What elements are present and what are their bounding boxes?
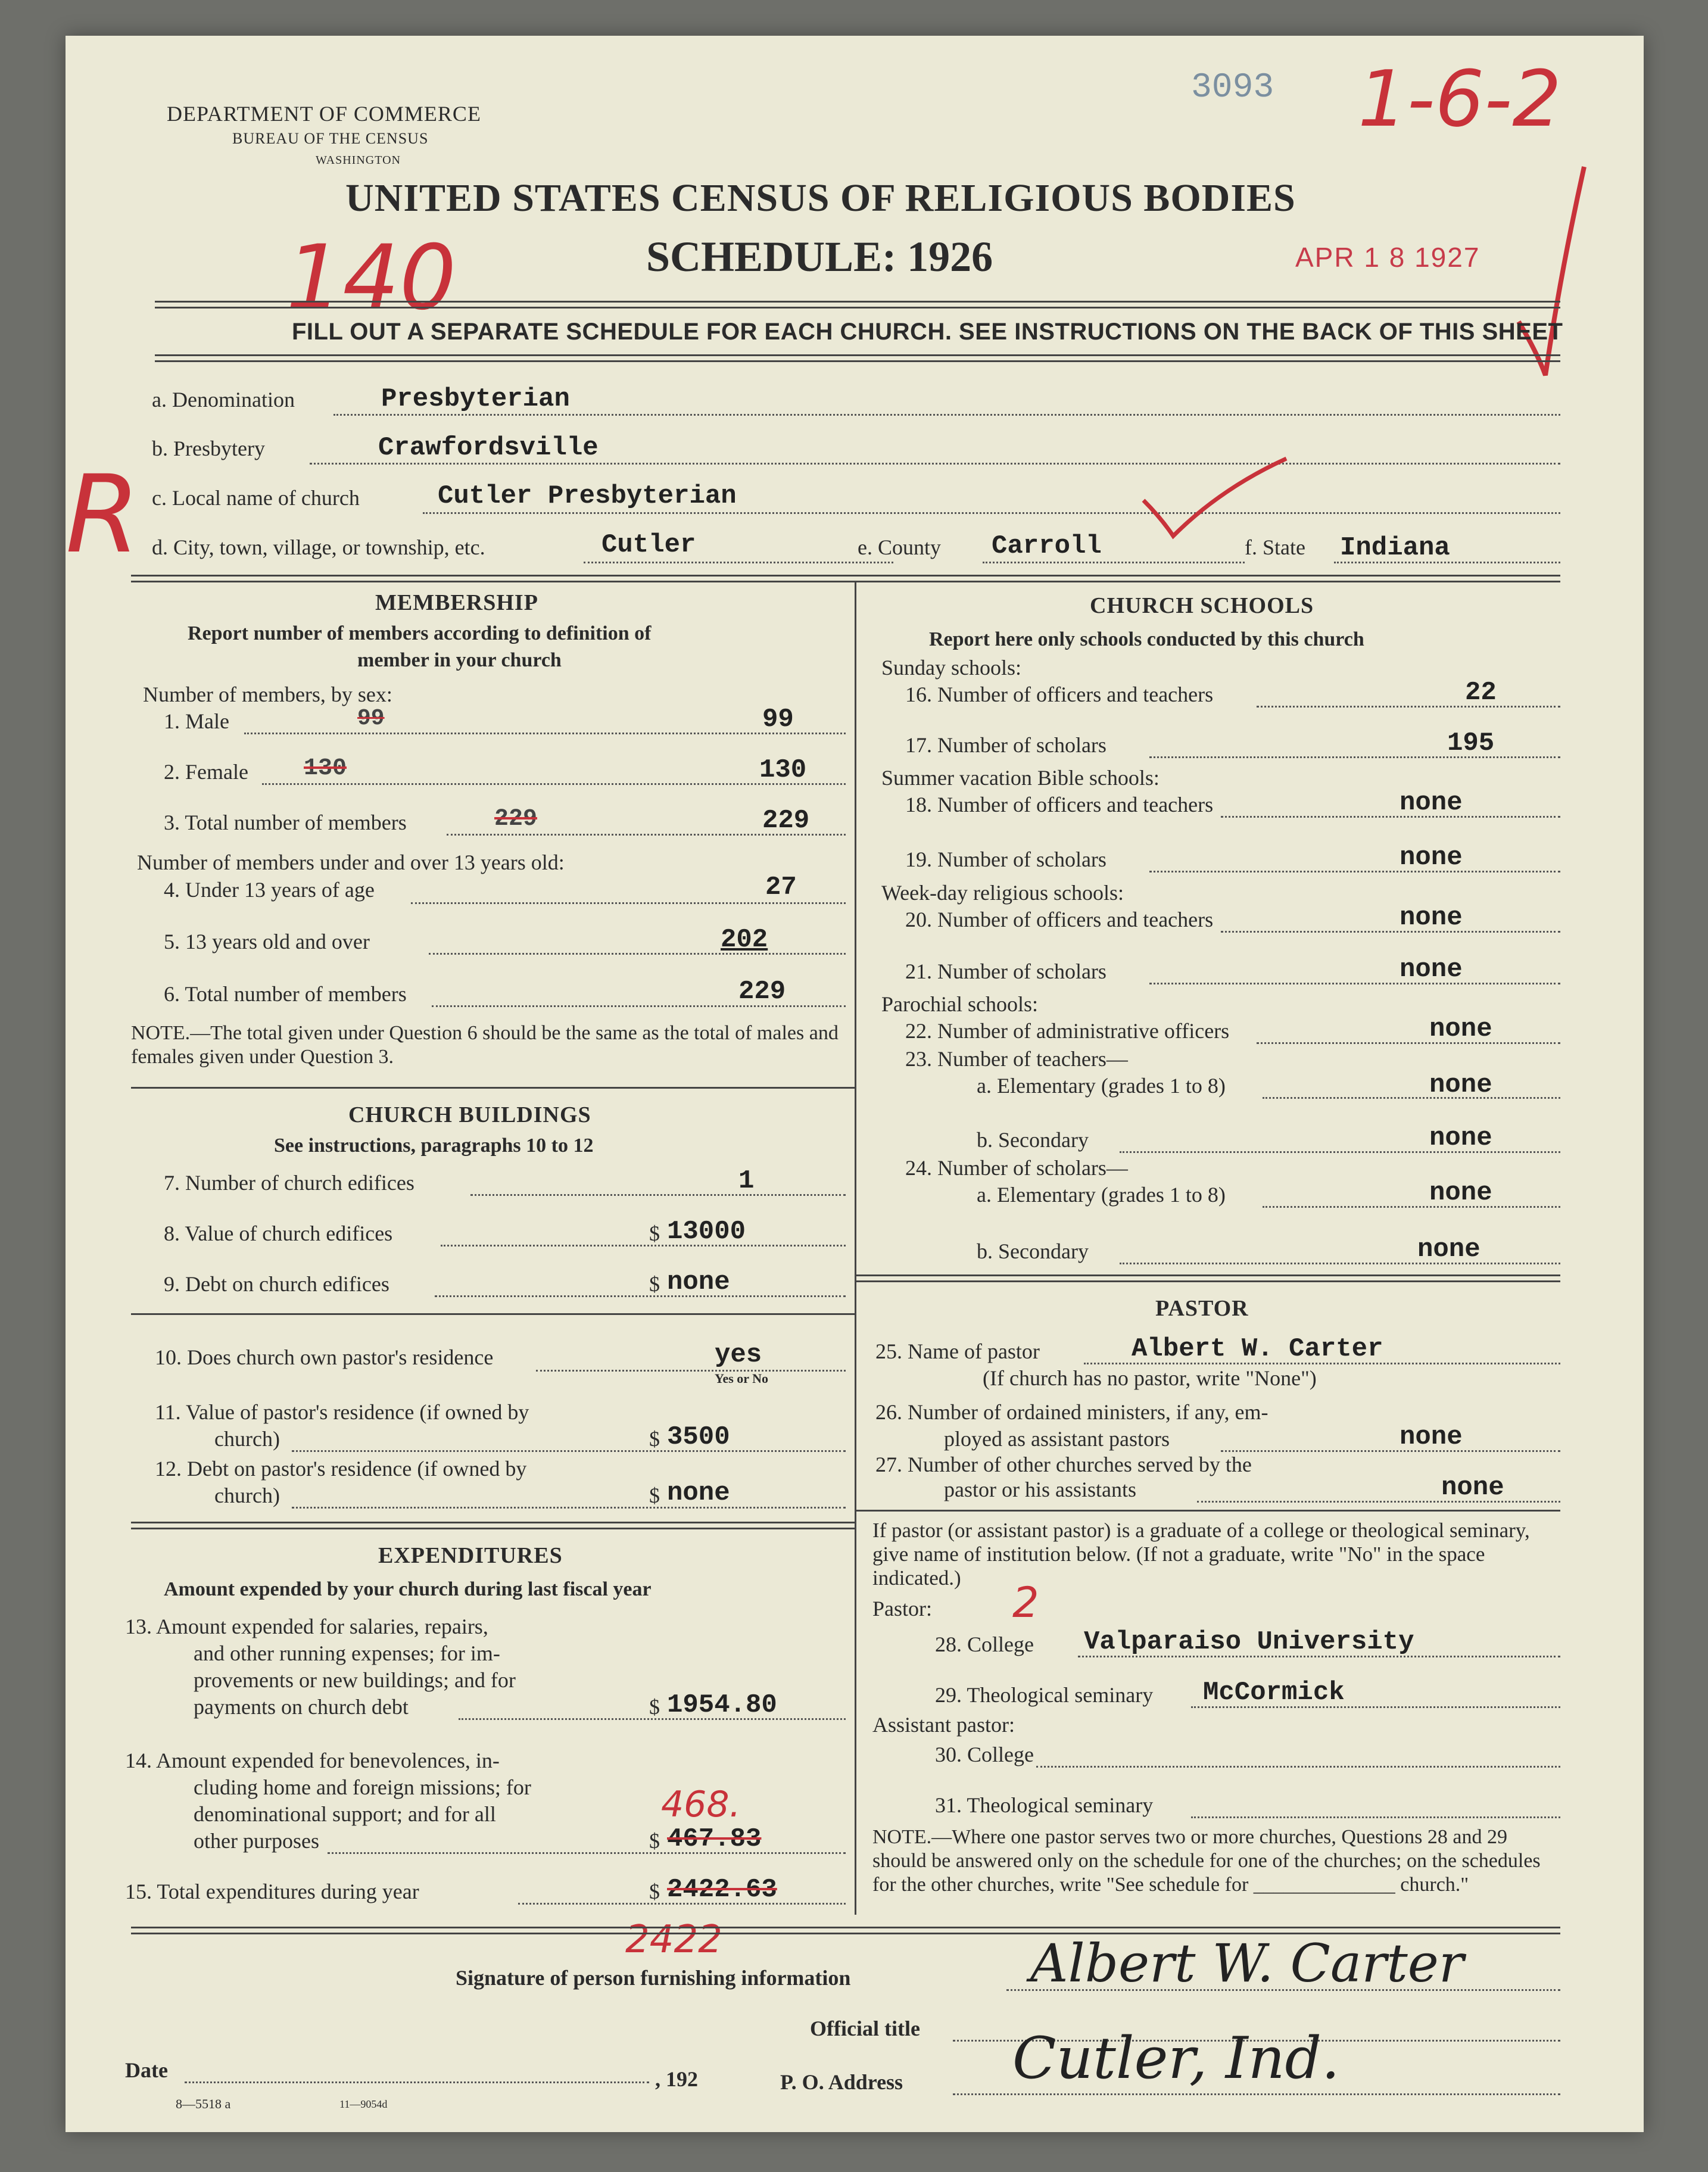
q27-label-line2: pastor or his assistants [944, 1478, 1136, 1501]
membership-sub1: Report number of members according to definition of [188, 622, 652, 644]
q27-label-line1: 27. Number of other churches served by the [875, 1453, 1252, 1476]
q10-hint: Yes or No [715, 1371, 769, 1386]
census-form [66, 36, 1644, 2132]
q14-label-line3: denominational support; and for all [194, 1802, 496, 1826]
local-name-label: c. Local name of church [152, 486, 360, 510]
denomination-value[interactable]: Presbyterian [381, 384, 570, 414]
q12-label-line1: 12. Debt on pastor's residence (if owned by [155, 1457, 527, 1481]
q27-value[interactable]: none [1441, 1473, 1504, 1503]
q13-label-line1: 13. Amount expended for salaries, repairs, [125, 1615, 488, 1638]
pastor-label: Pastor: [872, 1597, 933, 1621]
q5-label: 5. 13 years old and over [164, 930, 370, 953]
city-label: WASHINGTON [316, 154, 401, 167]
q11-label-line2: church) [214, 1427, 280, 1451]
q13-dollar: $ [649, 1695, 660, 1719]
red-check-mark [1513, 155, 1596, 393]
q14-label-line1: 14. Amount expended for benevolences, in- [125, 1749, 500, 1772]
expenditures-heading: EXPENDITURES [378, 1543, 563, 1568]
received-stamp: APR 1 8 1927 [1295, 242, 1481, 273]
date-label: Date [125, 2058, 168, 2082]
q26-label-line2: ployed as assistant pastors [944, 1427, 1170, 1451]
q17-label: 17. Number of scholars [905, 733, 1107, 757]
dept-label: DEPARTMENT OF COMMERCE [167, 102, 481, 126]
county-value[interactable]: Carroll [992, 531, 1102, 561]
schools-heading: CHURCH SCHOOLS [1090, 593, 1314, 618]
q23a-value[interactable]: none [1429, 1070, 1492, 1100]
q11-value[interactable]: 3500 [667, 1422, 730, 1452]
q20-value[interactable]: none [1400, 903, 1463, 933]
q12-value[interactable]: none [667, 1478, 730, 1508]
presbytery-label: b. Presbytery [152, 437, 265, 460]
q1-mid-value: 99 [357, 706, 385, 731]
pastor-red-mark: 2 [1012, 1578, 1039, 1627]
q24a-value[interactable]: none [1429, 1178, 1492, 1208]
parochial-label: Parochial schools: [881, 992, 1038, 1016]
city-value[interactable]: Cutler [601, 530, 696, 560]
q11-label-line1: 11. Value of pastor's residence (if owned by [155, 1400, 529, 1424]
q2-mid-value: 130 [304, 755, 347, 782]
summer-label: Summer vacation Bible schools: [881, 766, 1160, 790]
assistant-label: Assistant pastor: [872, 1713, 1015, 1737]
q13-label-line3: provements or new buildings; and for [194, 1668, 516, 1692]
graduate-note: If pastor (or assistant pastor) is a graduate of a college or theological seminary, give name of institution below. (If not a graduate, write "No" in the space indicated.) [872, 1519, 1530, 1590]
county-label: e. County [858, 535, 941, 559]
buildings-heading: CHURCH BUILDINGS [348, 1102, 591, 1127]
q16-label: 16. Number of officers and teachers [905, 683, 1214, 706]
q15-red-correction: 2422 [625, 1918, 722, 1962]
q17-value[interactable]: 195 [1447, 728, 1495, 758]
q26-label-line1: 26. Number of ordained ministers, if any, em- [875, 1400, 1268, 1424]
q24b-value[interactable]: none [1417, 1235, 1481, 1264]
q6-label: 6. Total number of members [164, 982, 407, 1006]
q31-label: 31. Theological seminary [935, 1793, 1154, 1817]
form-title: UNITED STATES CENSUS OF RELIGIOUS BODIES [345, 176, 1296, 220]
city-label-field: d. City, town, village, or township, etc. [152, 535, 485, 559]
q22-label: 22. Number of administrative officers [905, 1019, 1230, 1043]
q23a-label: a. Elementary (grades 1 to 8) [977, 1074, 1226, 1098]
q25-value[interactable]: Albert W. Carter [1132, 1334, 1383, 1364]
q3-label: 3. Total number of members [164, 811, 407, 834]
red-code-annotation: 1-6-2 [1358, 54, 1561, 144]
q24b-label: b. Secondary [977, 1239, 1089, 1263]
state-label: f. State [1245, 535, 1305, 559]
q21-value[interactable]: none [1400, 955, 1463, 984]
membership-note: NOTE.—The total given under Question 6 should be the same as the total of males and females given under Question 3. [131, 1022, 839, 1068]
q11-dollar: $ [649, 1427, 660, 1451]
pastor-heading: PASTOR [1155, 1296, 1249, 1321]
q1-label: 1. Male [164, 709, 229, 733]
q21-label: 21. Number of scholars [905, 959, 1107, 983]
weekday-label: Week-day religious schools: [881, 881, 1124, 905]
q16-value[interactable]: 22 [1465, 678, 1497, 708]
q6-value[interactable]: 229 [738, 977, 786, 1006]
denomination-label: a. Denomination [152, 388, 295, 412]
q10-value[interactable]: yes [715, 1340, 762, 1370]
q26-value[interactable]: none [1400, 1422, 1463, 1452]
q3-mid-value: 229 [494, 806, 538, 833]
q2-label: 2. Female [164, 760, 248, 784]
q28-label: 28. College [935, 1632, 1034, 1656]
q23-label: 23. Number of teachers— [905, 1047, 1128, 1071]
red-R-annotation: R [66, 453, 141, 577]
by-sex-label: Number of members, by sex: [143, 683, 392, 706]
q9-label: 9. Debt on church edifices [164, 1272, 389, 1296]
q12-dollar: $ [649, 1484, 660, 1507]
q3-value[interactable]: 229 [762, 806, 810, 836]
q28-value[interactable]: Valparaiso University [1084, 1627, 1414, 1657]
q22-value[interactable]: none [1429, 1014, 1492, 1044]
membership-heading: MEMBERSHIP [375, 590, 538, 615]
q18-value[interactable]: none [1400, 788, 1463, 818]
q15-dollar: $ [649, 1880, 660, 1903]
q23b-value[interactable]: none [1429, 1123, 1492, 1153]
q15-label: 15. Total expenditures during year [125, 1880, 419, 1903]
q7-label: 7. Number of church edifices [164, 1171, 414, 1195]
sunday-label: Sunday schools: [881, 656, 1022, 680]
file-number: 3093 [1191, 68, 1274, 107]
q4-value[interactable]: 27 [765, 872, 797, 902]
q12-label-line2: church) [214, 1484, 280, 1507]
q8-label: 8. Value of church edifices [164, 1221, 393, 1245]
q10-label: 10. Does church own pastor's residence [155, 1345, 494, 1369]
q24-label: 24. Number of scholars— [905, 1156, 1128, 1180]
q18-label: 18. Number of officers and teachers [905, 793, 1214, 817]
presbytery-value[interactable]: Crawfordsville [378, 433, 599, 463]
form-number-1: 8—5518 a [176, 2096, 231, 2111]
q14-value[interactable]: 467.83 [667, 1824, 762, 1854]
age-heading: Number of members under and over 13 years old: [137, 850, 565, 874]
pastor-note: NOTE.—Where one pastor serves two or more churches, Questions 28 and 29 should be answered only on the schedule for one of the churches; on the schedules for the other churches, write "See schedule for ______________ church." [872, 1826, 1541, 1896]
schedule-title: SCHEDULE: 1926 [646, 233, 993, 281]
red-number-annotation: 140 [286, 226, 457, 330]
q24a-label: a. Elementary (grades 1 to 8) [977, 1183, 1226, 1207]
membership-sub2: member in your church [357, 649, 562, 671]
form-number-2: 11—9054d [339, 2098, 388, 2110]
q9-value[interactable]: none [667, 1267, 730, 1297]
q1-value[interactable]: 99 [762, 705, 794, 734]
local-name-value[interactable]: Cutler Presbyterian [438, 481, 737, 511]
q13-label-line2: and other running expenses; for im- [194, 1641, 500, 1665]
bureau-label: BUREAU OF THE CENSUS [232, 130, 429, 147]
q25-label: 25. Name of pastor [875, 1339, 1040, 1363]
q14-label-line4: other purposes [194, 1829, 319, 1853]
signature-value[interactable]: Albert W. Carter [1030, 1933, 1464, 1994]
q29-label: 29. Theological seminary [935, 1683, 1154, 1707]
signature-label: Signature of person furnishing information [456, 1966, 851, 1990]
q8-value[interactable]: 13000 [667, 1217, 746, 1247]
q9-dollar: $ [649, 1272, 660, 1296]
po-address-value[interactable]: Cutler, Ind. [1012, 2025, 1340, 2092]
expenditures-sub: Amount expended by your church during last fiscal year [164, 1578, 652, 1600]
q13-value[interactable]: 1954.80 [667, 1690, 777, 1720]
q19-value[interactable]: none [1400, 843, 1463, 872]
q29-value[interactable]: McCormick [1203, 1678, 1345, 1707]
q13-label-line4: payments on church debt [194, 1695, 409, 1719]
q14-dollar: $ [649, 1829, 660, 1853]
buildings-sub: See instructions, paragraphs 10 to 12 [274, 1135, 594, 1157]
q30-label: 30. College [935, 1743, 1034, 1766]
q2-value[interactable]: 130 [759, 755, 807, 785]
q14-red-correction: 468. [661, 1784, 741, 1825]
q14-label-line2: cluding home and foreign missions; for [194, 1775, 531, 1799]
q15-value[interactable]: 2422.63 [667, 1875, 777, 1905]
official-title-label: Official title [810, 2017, 920, 2040]
q4-label: 4. Under 13 years of age [164, 878, 375, 902]
state-value[interactable]: Indiana [1340, 533, 1450, 563]
q19-label: 19. Number of scholars [905, 847, 1107, 871]
q25-hint: (If church has no pastor, write "None") [983, 1366, 1317, 1390]
red-tick-mark [1137, 453, 1292, 542]
q8-dollar: $ [649, 1221, 660, 1245]
q7-value[interactable]: 1 [738, 1166, 755, 1196]
instructions-banner: FILL OUT A SEPARATE SCHEDULE FOR EACH CHURCH. SEE INSTRUCTIONS ON THE BACK OF THIS SHEET [292, 319, 1563, 345]
q5-value[interactable]: 202 [721, 925, 768, 955]
q23b-label: b. Secondary [977, 1128, 1089, 1152]
po-address-label: P. O. Address [780, 2070, 903, 2094]
q20-label: 20. Number of officers and teachers [905, 908, 1214, 931]
date-suffix: , 192 [655, 2067, 698, 2091]
schools-sub: Report here only schools conducted by this church [929, 628, 1364, 650]
